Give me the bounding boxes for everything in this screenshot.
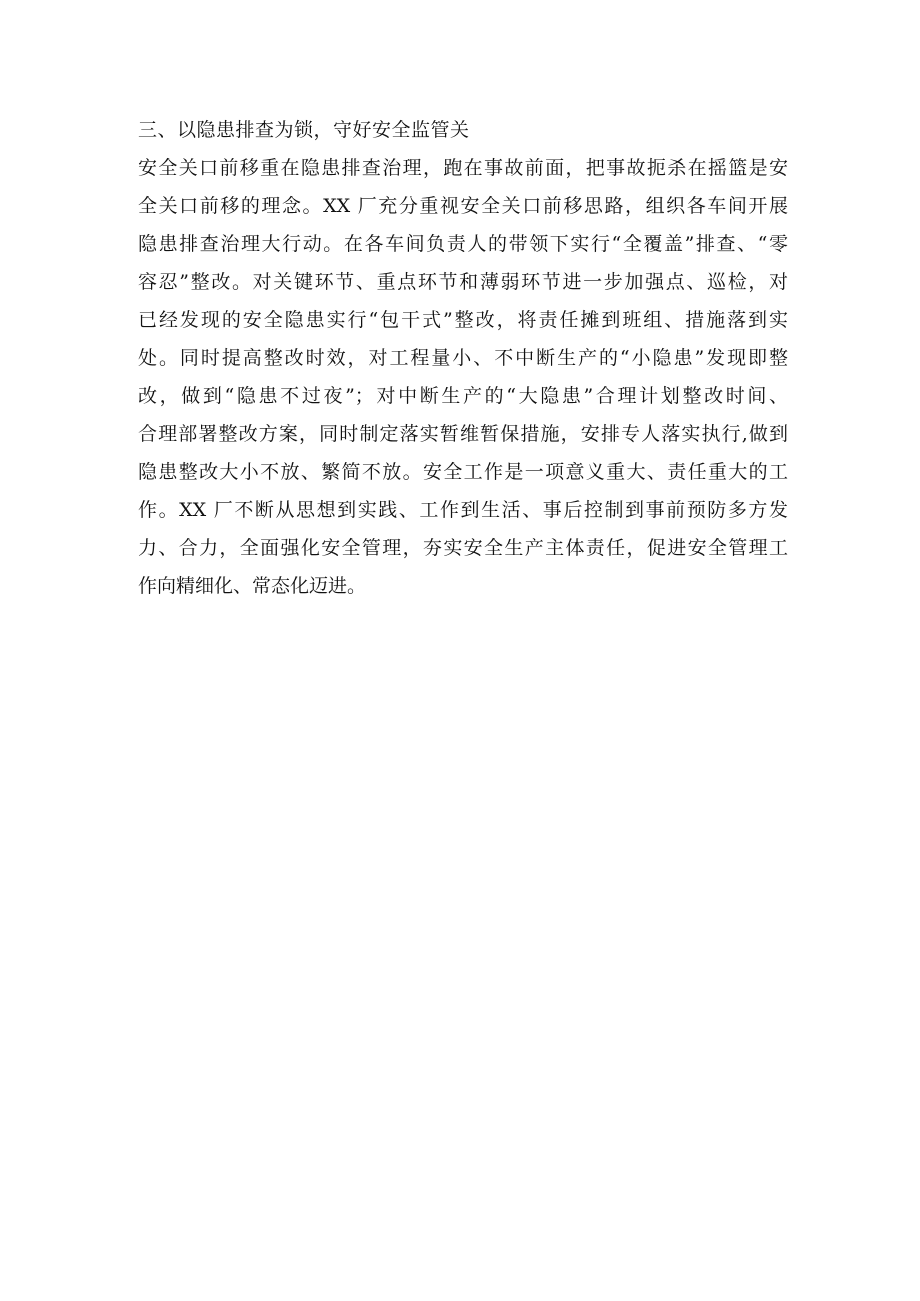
paragraph-line: 容忍”整改。对关键环节、重点环节和薄弱环节进一步加强点、巡检，对 bbox=[138, 271, 788, 293]
paragraph-line: 已经发现的安全隐患实行“包干式”整改，将责任摊到班组、措施落到实 bbox=[138, 309, 788, 331]
document-body bbox=[138, 111, 788, 605]
paragraph-line: 安全关口前移重在隐患排查治理，跑在事故前面，把事故扼杀在摇篮是安 bbox=[138, 157, 788, 179]
section-heading: 三、以隐患排查为锁，守好安全监管关 bbox=[138, 119, 470, 141]
paragraph-line: 隐患整改大小不放、繁简不放。安全工作是一项意义重大、责任重大的工 bbox=[138, 461, 788, 483]
paragraph-line: 合理部署整改方案，同时制定落实暂维暂保措施，安排专人落实执行,做到 bbox=[138, 423, 788, 445]
paragraph-line: 改，做到“隐患不过夜”；对中断生产的“大隐患”合理计划整改时间、 bbox=[138, 385, 788, 407]
paragraph-line: 作向精细化、常态化迈进。 bbox=[138, 575, 367, 597]
paragraph-line: 作。XX 厂不断从思想到实践、工作到生活、事后控制到事前预防多方发 bbox=[138, 499, 788, 521]
paragraph-line: 力、合力，全面强化安全管理，夯实安全生产主体责任，促进安全管理工 bbox=[138, 537, 788, 559]
body-paragraph bbox=[138, 149, 788, 605]
paragraph-line: 全关口前移的理念。XX 厂充分重视安全关口前移思路，组织各车间开展 bbox=[138, 195, 788, 217]
paragraph-line: 处。同时提高整改时效，对工程量小、不中断生产的“小隐患”发现即整 bbox=[138, 347, 788, 369]
paragraph-line: 隐患排查治理大行动。在各车间负责人的带领下实行“全覆盖”排查、“零 bbox=[138, 233, 788, 255]
